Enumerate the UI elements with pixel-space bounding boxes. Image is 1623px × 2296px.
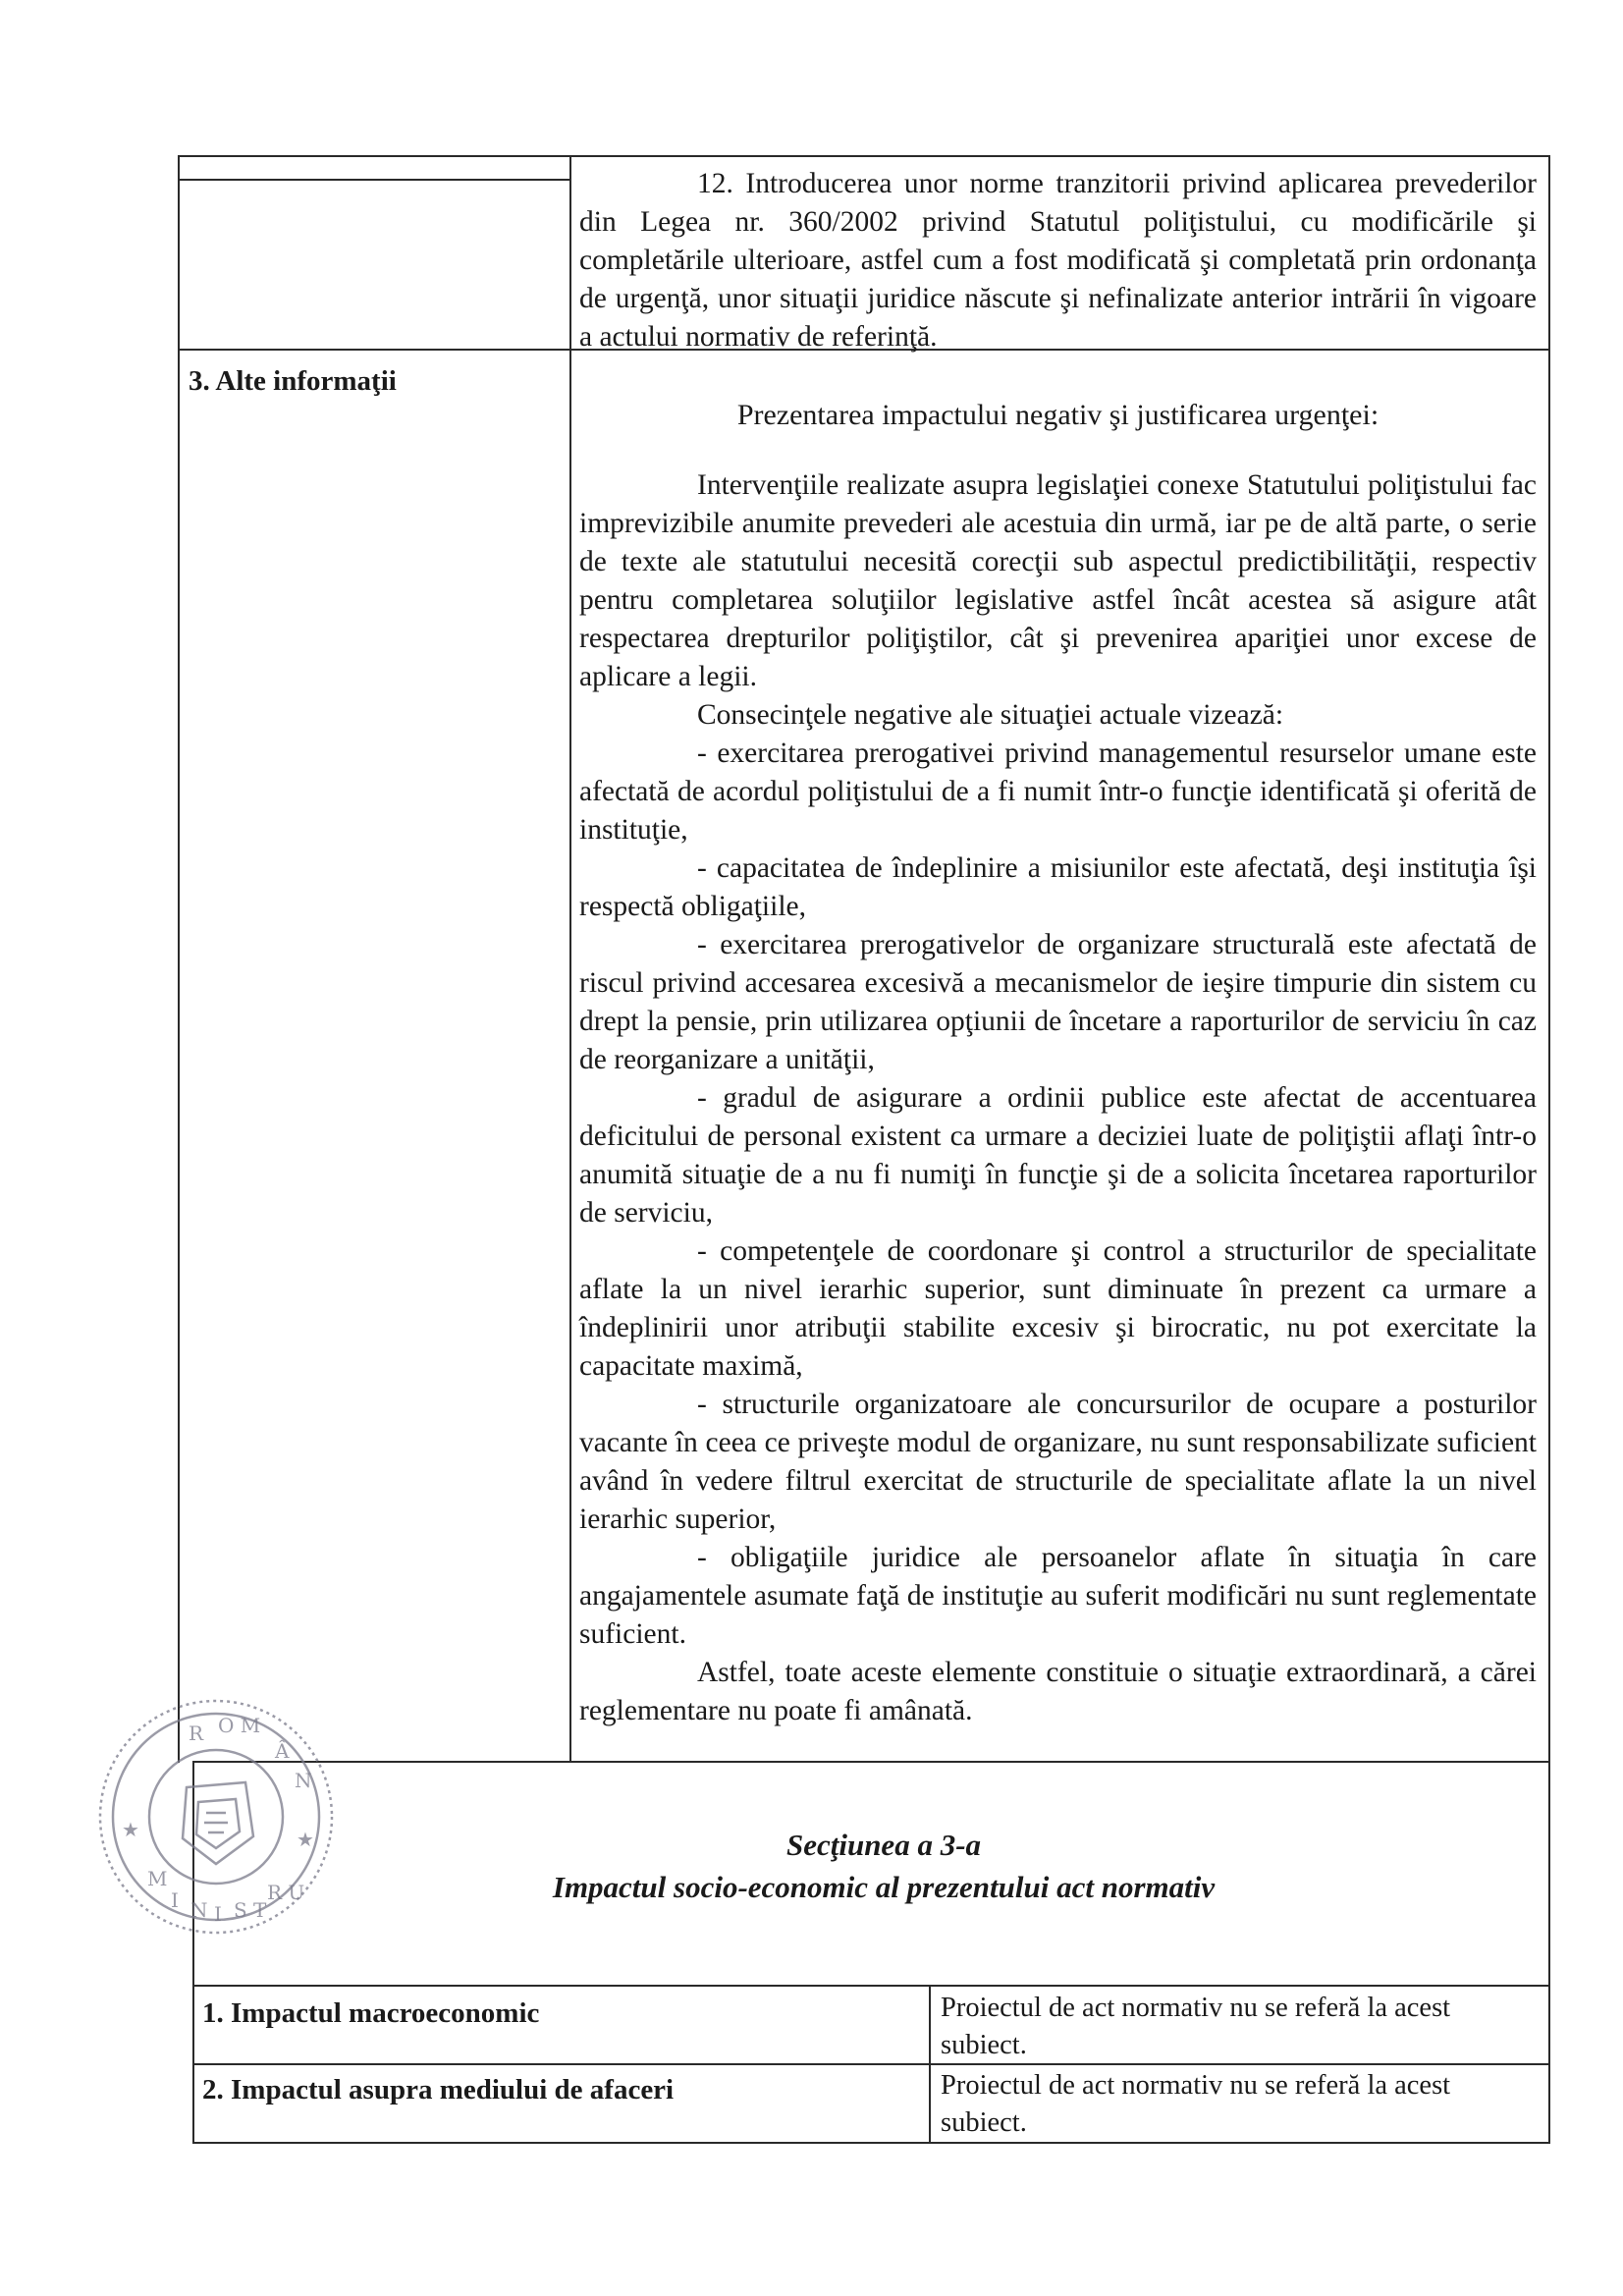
svg-text:N: N [190, 1898, 208, 1922]
impact-row-1-value: Proiectul de act normativ nu se referă la acest subiect. [941, 1993, 1451, 2060]
impact-table-column-divider [929, 1985, 931, 2144]
row12-text: 12. Introducerea unor norme tranzitorii privind aplicarea prevederilor din Legea nr. 360/2002 privind Statutul poliţistului, cu modificările şi completările ulterioare, astfel cum a fost modificată şi completată prin ordonanţa de urgenţă, unor situaţii juridice născute şi nefinalizate anterior intrării în vigoare a actului normativ de referinţă. [579, 168, 1537, 353]
svg-text:R U: R U [267, 1881, 305, 1904]
table-left-border [178, 155, 180, 1763]
official-stamp-seal [88, 1689, 344, 1944]
svg-text:S T: S T [234, 1898, 267, 1922]
row3-heading: Prezentarea impactului negativ şi justificarea urgenţei: [736, 399, 1380, 431]
row3-body [579, 466, 1537, 1730]
table-right-border [1548, 155, 1550, 1763]
svg-text:R: R [189, 1722, 204, 1745]
svg-text:O M: O M [218, 1714, 261, 1737]
row3-conclusion: Astfel, toate aceste elemente constituie o situaţie extraordinară, a cărei reglementare nu poate fi amânată. [579, 1657, 1537, 1726]
svg-text:I: I [214, 1902, 222, 1926]
row3-bullet-6: - structurile organizatoare ale concursurilor de ocupare a posturilor vacante în ceea ce priveşte modul de organizare, nu sunt responsabilizate suficient având în vedere filtrul exercitat de structurile de specialitate aflate la un nivel ierarhic superior, [579, 1389, 1537, 1535]
svg-text:★: ★ [297, 1828, 314, 1851]
row3-bullet-4: - gradul de asigurare a ordinii publice este afectat de accentuarea deficitului de personal existent ca urmare a deciziei luate de poliţiştii aflaţi într-o anumită situaţie de a nu fi numiţi în funcţie şi de a solicita încetarea raporturilor de serviciu, [579, 1082, 1537, 1229]
table-row-divider-left [178, 179, 570, 181]
row3-bullet-7: - obligaţiile juridice ale persoanelor aflate în situaţia în care angajamentele asumate faţă de instituţie au suferit modificări nu sunt reglementate suficient. [579, 1542, 1537, 1650]
row3-paragraph-intro: Intervenţiile realizate asupra legislaţiei conexe Statutului poliţistului fac imprevizibile anumite prevederi ale acestuia din urmă, iar pe de altă parte, o serie de texte ale statutului necesită corecţii sub aspectul predictibilităţii, respectiv pentru completarea soluţiilor legislative astfel încât acestea să asigure atât respectarea drepturilor poliţiştilor, cât şi prevenirea apariţiei unor excese de aplicare a legii. [579, 469, 1537, 692]
svg-text:Â: Â [275, 1739, 290, 1763]
impact-table-top [192, 1985, 1550, 1987]
section3-title: Secţiunea a 3-a [785, 1828, 982, 1862]
table-bottom-border [192, 1761, 1550, 1763]
row3-label: 3. Alte informaţii [189, 365, 397, 397]
table-column-divider [569, 155, 571, 1763]
impact-table-bottom [192, 2142, 1550, 2144]
section3-subtitle: Impactul socio-economic al prezentului act normativ [552, 1870, 1216, 1904]
svg-text:I: I [171, 1888, 179, 1912]
table-top-border [178, 155, 1550, 157]
svg-text:★: ★ [122, 1818, 139, 1841]
row3-bullet-3: - exercitarea prerogativelor de organizare structurală este afectată de riscul privind accesarea excesivă a mecanismelor de ieşire timpurie din sistem cu drept la pensie, prin utilizarea opţiunii de încetare a raporturilor de serviciu în caz de reorganizare a unităţii, [579, 929, 1537, 1075]
section3-right-border [1548, 1761, 1550, 2144]
row3-paragraph-consequences: Consecinţele negative ale situaţiei actuale vizează: [697, 699, 1284, 731]
svg-text:M: M [147, 1867, 168, 1890]
svg-text:N: N [295, 1769, 312, 1792]
impact-row-2-value: Proiectul de act normativ nu se referă la acest subiect. [941, 2070, 1451, 2138]
row3-bullet-5: - competenţele de coordonare şi control a structurilor de specialitate aflate la un nivel ierarhic superior, sunt diminuate în prezent ca urmare a îndeplinirii unor atribuţii stabilite excesiv şi birocratic, nu pot exercitate la capacitate maximă, [579, 1235, 1537, 1382]
impact-row-1-label: 1. Impactul macroeconomic [202, 1997, 540, 2029]
impact-row-2-label: 2. Impactul asupra mediului de afaceri [202, 2074, 675, 2105]
row3-bullet-2: - capacitatea de îndeplinire a misiunilor este afectată, deşi instituţia îşi respectă obligaţiile, [579, 852, 1537, 922]
row3-bullet-1: - exercitarea prerogativei privind managementul resurselor umane este afectată de acordul poliţistului de a fi numit într-o funcţie identificată şi oferită de instituţie, [579, 738, 1537, 846]
